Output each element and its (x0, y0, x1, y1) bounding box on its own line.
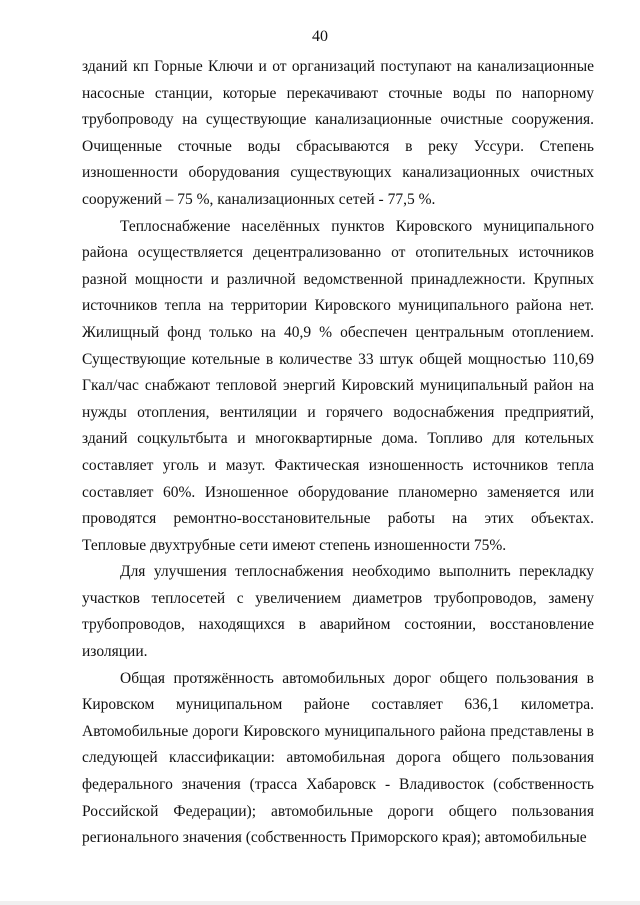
scan-edge (0, 901, 640, 905)
paragraph-roads: Общая протяжённость автомобильных дорог общего пользования в Кировском муниципальном районе составляет 636,1 километра. Автомобильные дороги Кировского муниципального района представлены в следующей классификации: автомобильная дорога общего пользования федерального значения (трасса Хабаровск - Владивосток (собственность Российской Федерации); автомобильные дороги общего пользования регионального значения (собственность Приморского края); автомобильные (82, 669, 594, 847)
paragraph-sewage: зданий кп Горные Ключи и от организаций поступают на канализационные насосные станции, которые перекачивают сточные воды по напорному трубопроводу на существующие канализационные очистные сооружения. Очищенные сточные воды сбрасываются в реку Уссури. Степень изношенности оборудования существующих канализационных очистных сооружений – 75 %, канализационных сетей - 77,5 %. (82, 58, 594, 208)
page-number: 40 (312, 28, 328, 45)
paragraph-heat-improvement: Для улучшения теплоснабжения необходимо выполнить перекладку участков теплосетей с увеличением диаметров трубопроводов, замену трубопроводов, находящихся в аварийном состоянии, восстановление изоляции. (82, 563, 594, 661)
document-body (82, 54, 594, 852)
paragraph-heat-supply: Теплоснабжение населённых пунктов Кировского муниципального района осуществляется децентрализованно от отопительных источников разной мощности и различной ведомственной принадлежности. Крупных источников тепла на территории Кировского муниципального района нет. Жилищный фонд только на 40,9 % обеспечен центральным отоплением. Существующие котельные в количестве 33 штук общей мощностью 110,69 Гкал/час снабжают тепловой энергий Кировский муниципальный район на нужды отопления, вентиляции и горячего водоснабжения предприятий, зданий соцкультбыта и многоквартирные дома. Топливо для котельных составляет уголь и мазут. Фактическая изношенность источников тепла составляет 60%. Изношенное оборудование планомерно заменяется или проводятся ремонтно-восстановительные работы на этих объектах. Тепловые двухтрубные сети имеют степень изношенности 75%. (82, 217, 594, 554)
